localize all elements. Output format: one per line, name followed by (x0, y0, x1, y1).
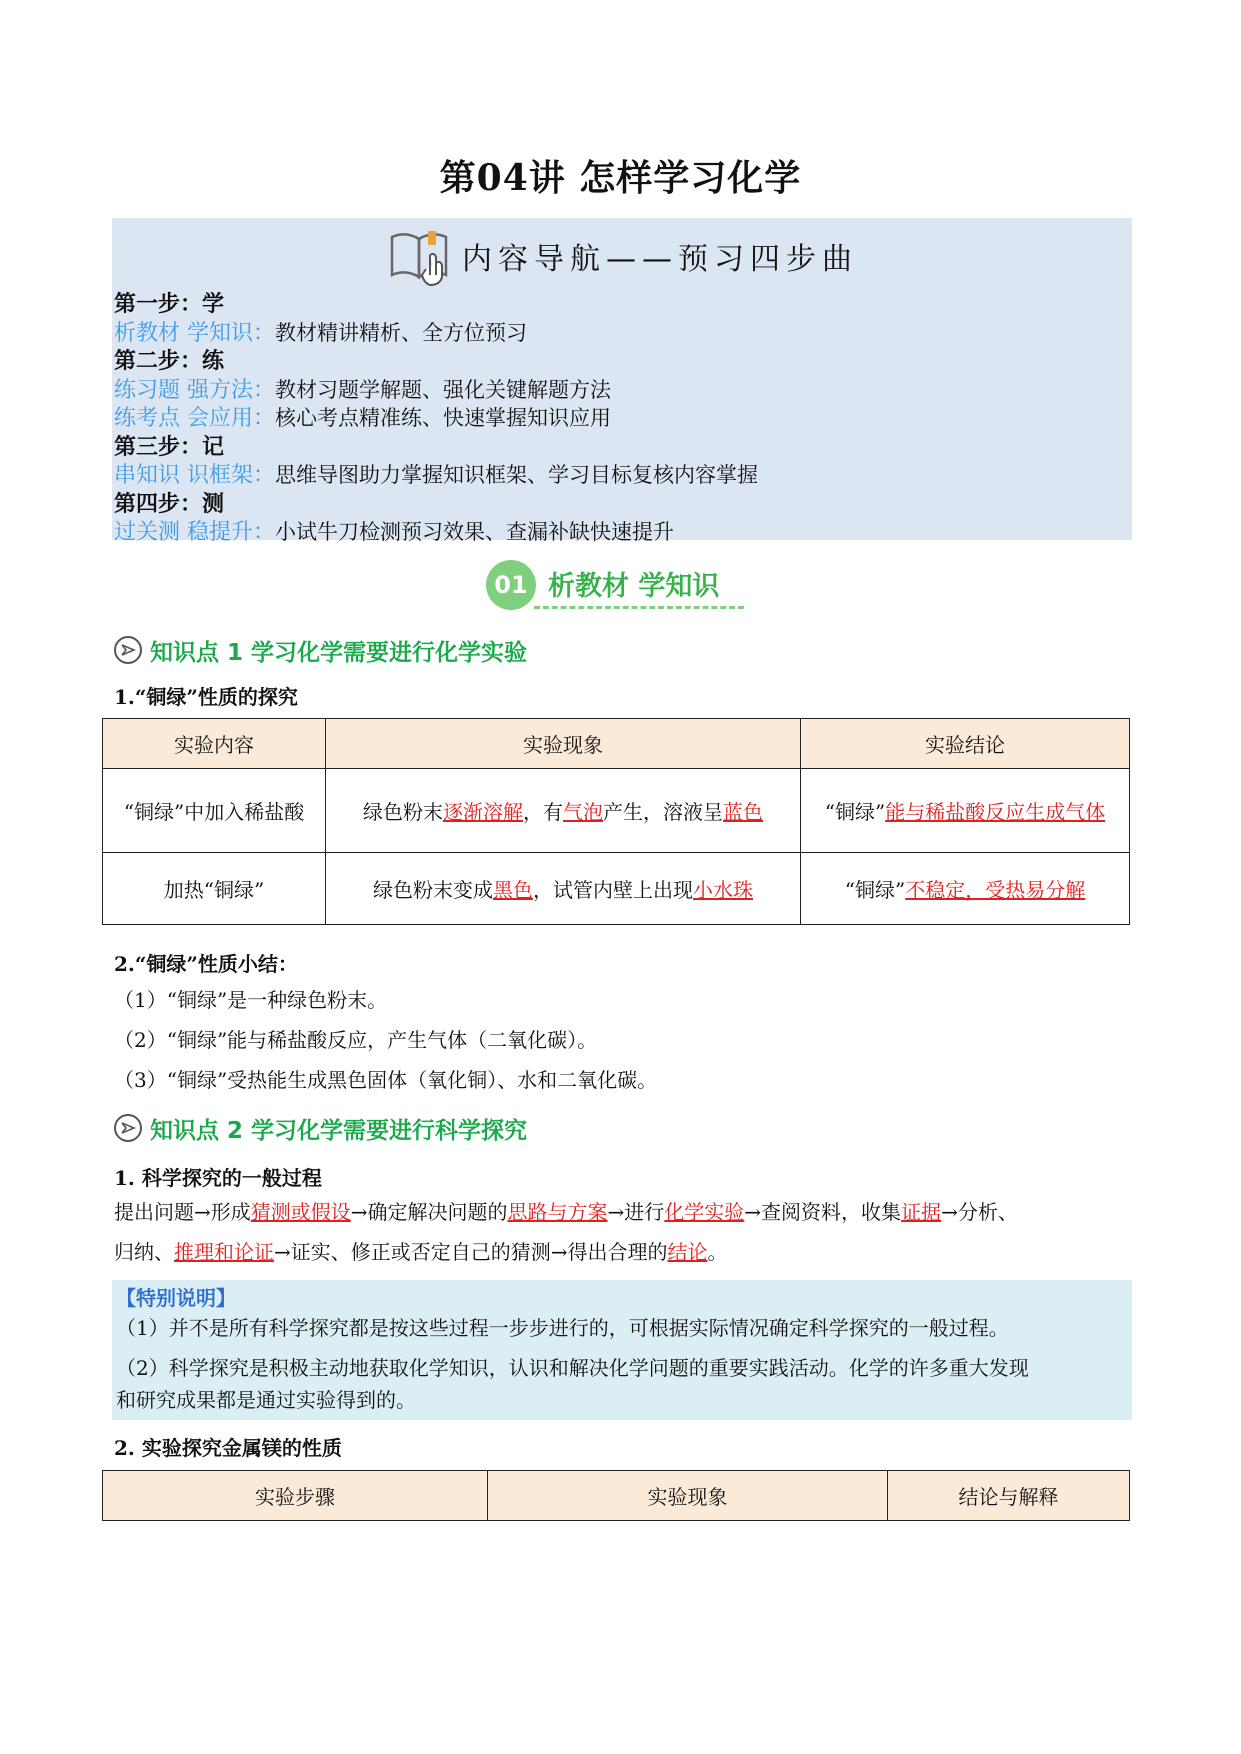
cell-text: 产生，溶液呈 (603, 800, 723, 824)
arrow-circle-icon (114, 1114, 142, 1142)
table-header-cell: 结论与解释 (888, 1471, 1130, 1521)
answer-text: 推理和论证 (174, 1240, 274, 1264)
table-cell (801, 853, 1130, 925)
tonglv-experiment-table (102, 718, 1130, 925)
text: →证实、修正或否定自己的猜测→得出合理的 (274, 1240, 668, 1264)
section-title: 析教材 学知识 (548, 571, 720, 602)
section-divider (534, 606, 744, 609)
cell-text: 绿色粉末 (363, 800, 443, 824)
section-banner (486, 556, 766, 612)
table-cell (326, 853, 801, 925)
answer-text: 猜测或假设 (250, 1200, 351, 1224)
answer-text: 逐渐溶解 (443, 800, 523, 824)
content-navigation-box (112, 218, 1132, 545)
page-title: 第04讲 怎样学习化学 (439, 157, 802, 199)
table-cell (801, 769, 1130, 853)
nav-step-description: 核心考点精准练、快速掌握知识应用 (275, 406, 611, 430)
nav-step-keyword: 串知识 识框架： (114, 463, 275, 488)
knowledge-point-2-heading (114, 1110, 527, 1146)
answer-text: 蓝色 (723, 800, 763, 824)
summary-item: （2）“铜绿”能与稀盐酸反应，产生气体（二氧化碳）。 (114, 1028, 598, 1052)
table-row (103, 769, 1130, 853)
special-note-box (112, 1280, 1132, 1420)
note-title: 【特别说明】 (116, 1286, 236, 1310)
nav-step-item (114, 376, 1114, 405)
table-row (103, 853, 1130, 925)
nav-step-heading: 第三步：记 (114, 433, 225, 460)
subheading-tonglv-summary: 2.“铜绿”性质小结： (114, 952, 298, 976)
nav-step-item (114, 518, 1114, 547)
table-header-cell: 实验内容 (103, 719, 326, 769)
magnesium-experiment-table (102, 1470, 1130, 1521)
nav-step-description: 教材精讲精析、全方位预习 (275, 320, 527, 345)
nav-step-description: 教材习题学解题、强化关键解题方法 (275, 377, 611, 402)
note-line: （1）并不是所有科学探究都是按这些过程一步步进行的，可根据实际情况确定科学探究的一般过程。 (116, 1316, 1009, 1340)
table-header-cell: 实验现象 (488, 1471, 888, 1521)
cell-text: “铜绿” (844, 878, 906, 902)
table-header-cell: 实验结论 (801, 719, 1130, 769)
nav-step-description: 思维导图助力掌握知识框架、学习目标复核内容掌握 (275, 463, 758, 487)
nav-header (112, 230, 1132, 282)
text: →查阅资料，收集 (744, 1200, 902, 1224)
nav-step-keyword: 过关测 稳提升： (114, 520, 275, 545)
subheading-magnesium: 2. 实验探究金属镁的性质 (114, 1436, 342, 1460)
arrow-circle-icon (114, 636, 142, 664)
paragraph-line (114, 1232, 1134, 1272)
section-number: 01 (486, 560, 536, 610)
summary-item: （1）“铜绿”是一种绿色粉末。 (114, 988, 388, 1012)
knowledge-point-2-title: 知识点 2 学习化学需要进行科学探究 (150, 1117, 528, 1144)
note-line: 和研究成果都是通过实验得到的。 (116, 1388, 416, 1412)
nav-step-keyword: 练习题 强方法： (114, 377, 275, 403)
answer-text: 结论 (667, 1240, 708, 1264)
table-cell: “铜绿”中加入稀盐酸 (103, 769, 326, 853)
knowledge-point-1-title: 知识点 1 学习化学需要进行化学实验 (150, 639, 528, 666)
nav-title: 内容导航——预习四步曲 (462, 242, 858, 277)
answer-text: 不稳定，受热易分解 (905, 878, 1086, 902)
paragraph-line (114, 1192, 1134, 1232)
nav-step-item (114, 404, 1114, 433)
cell-text: 绿色粉末变成 (373, 878, 493, 902)
subheading-tonglv-explore: 1.“铜绿”性质的探究 (114, 685, 298, 709)
table-header-row (103, 719, 1130, 769)
answer-text: 气泡 (563, 800, 603, 824)
note-line: （2）科学探究是积极主动地获取化学知识，认识和解决化学问题的重要实践活动。化学的许多重大发现 (116, 1356, 1029, 1380)
answer-text: 证据 (901, 1200, 942, 1224)
answer-text: 化学实验 (664, 1200, 745, 1224)
nav-step-item (114, 461, 1114, 490)
book-hand-icon (386, 225, 456, 287)
text: 归纳、 (114, 1240, 174, 1264)
table-cell (326, 769, 801, 853)
text: →进行 (607, 1200, 665, 1224)
summary-item: （3）“铜绿”受热能生成黑色固体（氧化铜）、水和二氧化碳。 (114, 1068, 658, 1092)
nav-step-keyword: 练考点 会应用： (114, 406, 275, 431)
answer-text: 能与稀盐酸反应生成气体 (885, 800, 1106, 824)
table-header-cell: 实验现象 (326, 719, 801, 769)
knowledge-point-1-heading (114, 632, 527, 668)
subheading-science-process: 1. 科学探究的一般过程 (114, 1166, 322, 1190)
cell-text: ，有 (523, 800, 563, 824)
table-header-row (103, 1471, 1130, 1521)
nav-step-heading: 第四步：测 (114, 490, 225, 517)
answer-text: 思路与方案 (507, 1200, 608, 1224)
nav-step-heading: 第二步：练 (114, 348, 225, 374)
text: →分析、 (941, 1200, 1018, 1224)
nav-step-heading: 第一步：学 (114, 291, 225, 317)
answer-text: 黑色 (493, 878, 533, 902)
table-cell: 加热“铜绿” (103, 853, 326, 925)
text: →确定解决问题的 (350, 1200, 508, 1224)
text: 。 (707, 1240, 728, 1264)
table-header-cell: 实验步骤 (103, 1471, 488, 1521)
nav-lines (114, 290, 1114, 547)
text: 提出问题→形成 (114, 1200, 251, 1224)
science-process-paragraph (114, 1192, 1134, 1272)
cell-text: ，试管内壁上出现 (533, 878, 693, 902)
nav-step-description: 小试牛刀检测预习效果、查漏补缺快速提升 (275, 520, 674, 544)
nav-step-item (114, 319, 1114, 348)
answer-text: 小水珠 (693, 878, 753, 902)
cell-text: “铜绿” (824, 800, 886, 824)
nav-step-keyword: 析教材 学知识： (114, 320, 275, 346)
